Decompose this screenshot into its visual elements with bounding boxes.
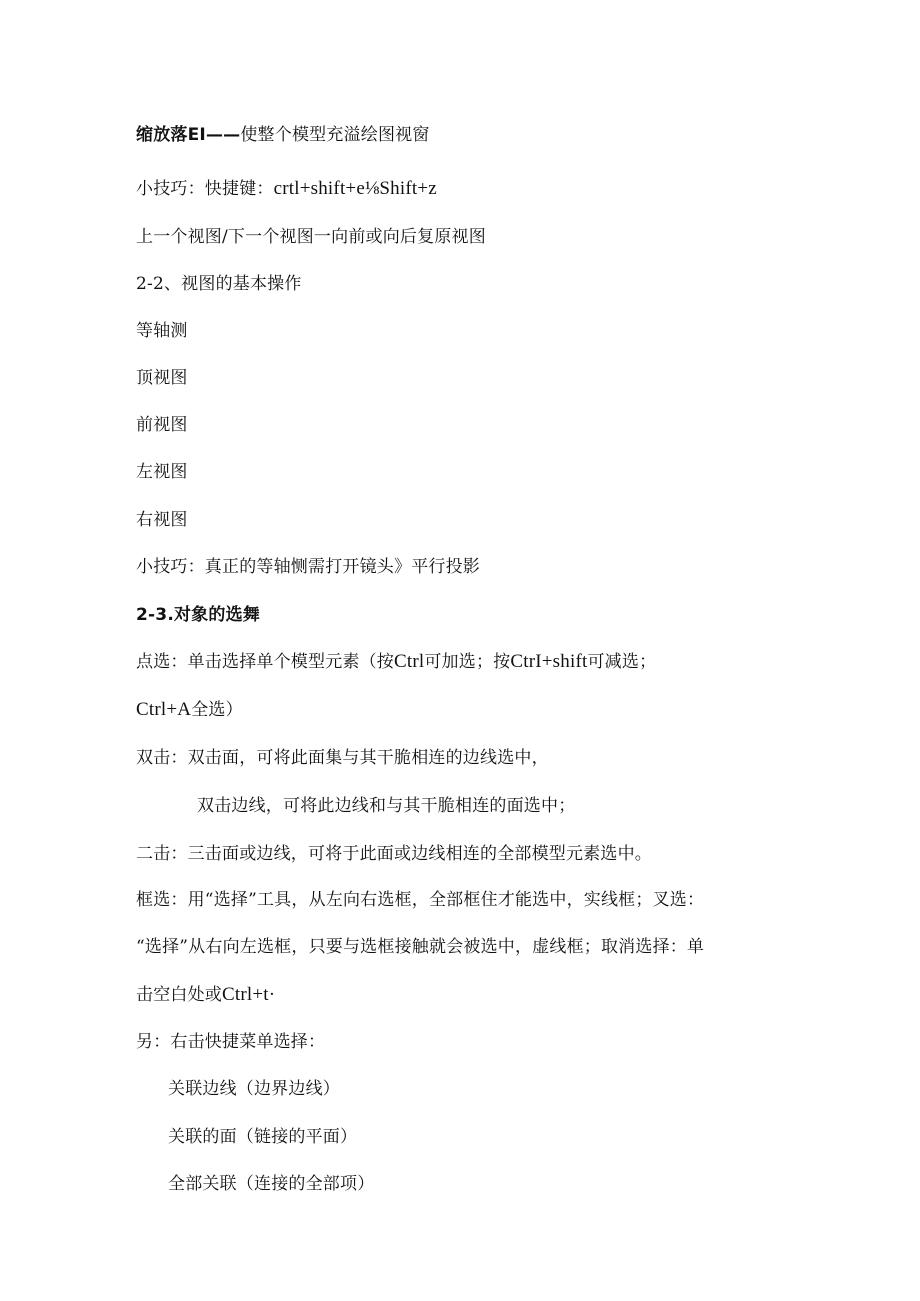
box-select-line-2: “选择”从右向左选框，只要与选框接触就会被选中，虚线框；取消选择：单 [136, 937, 705, 957]
deselect-text: 击空白处或 [136, 985, 222, 1005]
click-select-key-ctrl: Ctrl [394, 651, 425, 672]
double-click-line-1: 双击：双击面，可将此面集与其干脆相连的边线选中， [136, 748, 549, 768]
view-item-left: 左视图 [136, 462, 188, 482]
triple-click-line: 二击：三击面或边线，可将于此面或边线相连的全部模型元素选中。 [136, 844, 652, 864]
view-item-front: 前视图 [136, 415, 188, 435]
menu-item-all-connected: 全部关联（连接的全部项） [168, 1174, 375, 1194]
shortcut-keys: crtl+shift+e⅛Shift+z [273, 178, 437, 199]
section-heading-2-3: 2-3.对象的选舞 [136, 605, 260, 625]
view-item-top: 顶视图 [136, 368, 188, 388]
right-click-menu-intro: 另：右击快捷菜单选择： [136, 1032, 326, 1052]
shortcut-tip-label: 小技巧：快捷键： [136, 179, 274, 199]
prev-next-view-line: 上一个视图/下一个视图一向前或向后复原视图 [136, 227, 486, 247]
click-select-key-ctrl-shift: CtrI+shift [510, 651, 588, 672]
select-all-text: 全选） [191, 700, 243, 720]
click-select-text-a: 点选：单击选择单个模型元素（按 [136, 652, 394, 672]
box-select-line-1: 框选：用“选择”工具，从左向右选框，全部框住才能选中，实线框；叉选： [136, 890, 705, 910]
shortcut-tip-line [136, 178, 437, 200]
menu-item-related-edges: 关联边线（边界边线） [168, 1079, 340, 1099]
zoom-extents-term: 缩放落EI—— [136, 125, 241, 145]
section-heading-2-2: 2-2、视图的基本操作 [136, 274, 302, 294]
box-select-line-3 [136, 984, 275, 1006]
isometric-tip-line: 小技巧：真正的等轴恻需打开镜头》平行投影 [136, 557, 480, 577]
zoom-extents-line [136, 124, 430, 146]
deselect-key: Ctrl+t· [222, 984, 276, 1005]
click-select-text-e: 可减选； [587, 652, 657, 672]
menu-item-related-faces: 关联的面（链接的平面） [168, 1127, 358, 1147]
click-select-text-c: 可加选；按 [424, 652, 511, 672]
view-item-right: 右视图 [136, 510, 188, 530]
zoom-extents-description: 使整个模型充溢绘图视窗 [240, 125, 430, 145]
click-select-continuation [136, 699, 243, 721]
click-select-line [136, 651, 656, 673]
select-all-key: Ctrl+A [136, 699, 192, 720]
view-item-isometric: 等轴测 [136, 321, 188, 341]
double-click-line-2: 双击边线，可将此边线和与其干脆相连的面选中； [197, 796, 576, 816]
